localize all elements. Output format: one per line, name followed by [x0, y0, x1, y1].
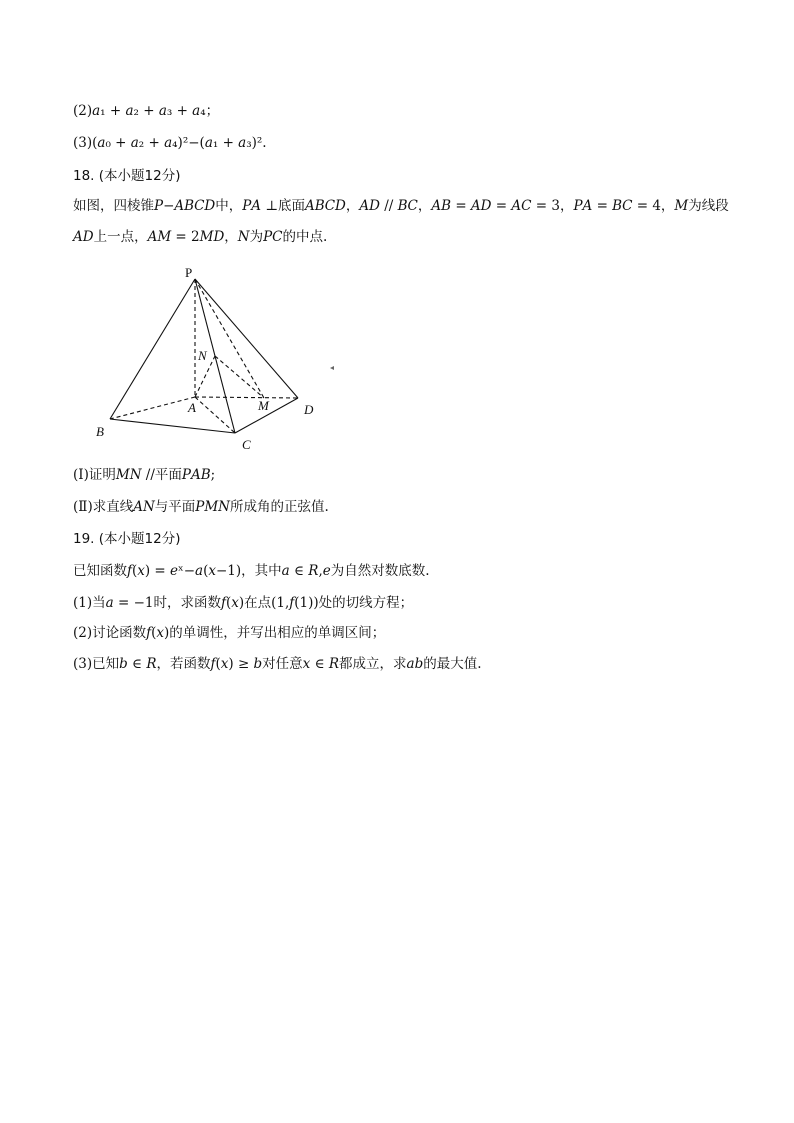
edge-BC	[110, 419, 235, 433]
problem-18-part-1: (Ⅰ)证明𝑀𝑁 //平面𝑃𝐴𝐵;	[73, 467, 216, 483]
label-C: C	[242, 437, 251, 452]
label-M: M	[258, 398, 269, 413]
problem-19-part-1: (1)当𝑎 = −1时，求函数𝑓(𝑥)在点(1,𝑓(1))处的切线方程；	[73, 595, 414, 611]
problem-18-part-2: (Ⅱ)求直线𝐴𝑁与平面𝑃𝑀𝑁所成角的正弦值.	[73, 499, 329, 515]
edge-AD	[195, 397, 298, 398]
stray-mark	[330, 366, 334, 370]
problem-17-part-2: (2)𝑎₁ + 𝑎₂ + 𝑎₃ + 𝑎₄；	[73, 103, 220, 119]
pyramid-figure	[90, 262, 350, 452]
problem-18-statement-line-2: 𝐴𝐷上一点，𝐴𝑀 = 2𝑀𝐷，𝑁为𝑃𝐶的中点.	[73, 229, 328, 245]
problem-19-part-2: (2)讨论函数𝑓(𝑥)的单调性，并写出相应的单调区间；	[73, 625, 386, 641]
segment-PM	[195, 279, 264, 398]
problem-19-heading: 19. (本小题12分)	[73, 531, 181, 547]
problem-18-statement-line-1: 如图，四棱锥𝑃−𝐴𝐵𝐶𝐷中，𝑃𝐴 ⊥底面𝐴𝐵𝐶𝐷，𝐴𝐷 // 𝐵𝐶，𝐴𝐵 = 𝐴𝐷 = 𝐴𝐶 = 3，𝑃𝐴 = 𝐵𝐶 = 4，𝑀为线段	[73, 198, 729, 214]
problem-17-part-3: (3)(𝑎₀ + 𝑎₂ + 𝑎₄)²−(𝑎₁ + 𝑎₃)².	[73, 135, 267, 151]
label-D: D	[304, 402, 314, 417]
label-A: A	[188, 400, 196, 415]
label-P: P	[185, 265, 193, 280]
problem-18-heading: 18. (本小题12分)	[73, 168, 181, 184]
problem-19-part-3: (3)已知𝑏 ∈ 𝑅，若函数𝑓(𝑥) ≥ 𝑏对任意𝑥 ∈ 𝑅都成立，求𝑎𝑏的最大值.	[73, 656, 482, 672]
problem-19-statement: 已知函数𝑓(𝑥) = 𝑒ˣ−𝑎(𝑥−1)，其中𝑎 ∈ 𝑅,𝑒为自然对数底数.	[73, 563, 430, 579]
edge-PB	[110, 279, 195, 419]
edge-AC	[195, 397, 235, 433]
label-B: B	[96, 424, 104, 439]
label-N: N	[198, 348, 207, 363]
edge-AB	[110, 397, 195, 419]
segment-NM	[215, 356, 264, 398]
